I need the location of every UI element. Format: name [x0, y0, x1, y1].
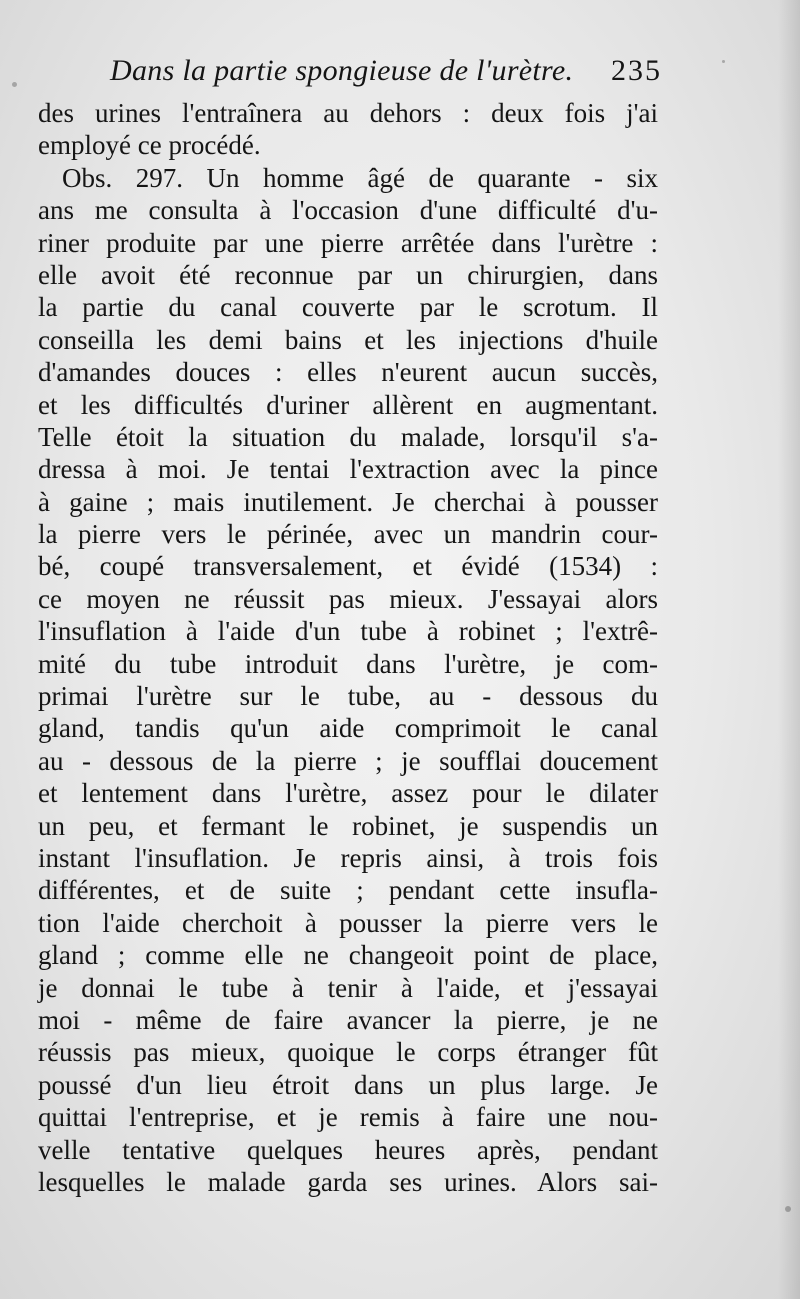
- text-line: je donnai le tube à tenir à l'aide, et j'essayai: [38, 972, 658, 1003]
- text-line: l'insuflation à l'aide d'un tube à robinet ; l'extrê-: [38, 616, 658, 647]
- text-line: employé ce procédé.: [38, 130, 261, 161]
- text-line: moi - même de faire avancer la pierre, je ne: [38, 1004, 658, 1035]
- text-line: elle avoit été reconnue par un chirurgien, dans: [38, 259, 658, 290]
- text-line: lesquelles le malade garda ses urines. Alors sai-: [38, 1166, 658, 1197]
- text-line: ans me consulta à l'occasion d'une difficulté d'u-: [38, 195, 658, 226]
- paper-speck: [785, 1206, 791, 1212]
- text-line: et lentement dans l'urètre, assez pour le dilater: [38, 778, 658, 809]
- page-number: 235: [611, 54, 662, 87]
- text-line: des urines l'entraînera au dehors : deux fois j'ai: [38, 98, 658, 128]
- text-line: réussis pas mieux, quoique le corps étranger fût: [38, 1037, 658, 1068]
- text-line: conseilla les demi bains et les injections d'huile: [38, 324, 658, 355]
- text-line: tion l'aide cherchoit à pousser la pierre vers le: [38, 907, 658, 938]
- text-line: riner produite par une pierre arrêtée dans l'urètre :: [38, 227, 658, 258]
- text-line: bé, coupé transversalement, et évidé (1534) :: [38, 551, 658, 582]
- text-line: instant l'insuflation. Je repris ainsi, à trois fois: [38, 842, 658, 873]
- text-line: différentes, et de suite ; pendant cette insufla-: [38, 875, 658, 906]
- text-line: dressa à moi. Je tentai l'extraction avec la pince: [38, 454, 658, 485]
- text-line: d'amandes douces : elles n'eurent aucun succès,: [38, 357, 658, 388]
- text-line: à gaine ; mais inutilement. Je cherchai à pousser: [38, 486, 658, 517]
- paper-speck: [12, 82, 17, 87]
- text-line: velle tentative quelques heures après, pendant: [38, 1134, 658, 1165]
- text-line: au - dessous de la pierre ; je soufflai doucement: [38, 745, 658, 776]
- text-line: la partie du canal couverte par le scrotum. Il: [38, 292, 658, 323]
- body-text: [38, 97, 658, 1198]
- text-line: poussé d'un lieu étroit dans un plus large. Je: [38, 1069, 658, 1100]
- page-header: [110, 54, 670, 94]
- text-line: quittai l'entreprise, et je remis à faire une nou-: [38, 1102, 658, 1133]
- text-line: Obs. 297. Un homme âgé de quarante - six: [62, 162, 658, 193]
- text-line: mité du tube introduit dans l'urètre, je com-: [38, 648, 658, 679]
- text-line: la pierre vers le périnée, avec un mandrin cour-: [38, 519, 658, 550]
- text-line: Telle étoit la situation du malade, lorsqu'il s'a-: [38, 421, 658, 452]
- text-line: gland ; comme elle ne changeoit point de place,: [38, 940, 658, 971]
- text-line: primai l'urètre sur le tube, au - dessous du: [38, 681, 658, 712]
- text-line: ce moyen ne réussit pas mieux. J'essayai alors: [38, 583, 658, 614]
- text-line: et les difficultés d'uriner allèrent en augmentant.: [38, 389, 658, 420]
- running-title: Dans la partie spongieuse de l'urètre.: [110, 54, 574, 87]
- text-line: gland, tandis qu'un aide comprimoit le canal: [38, 713, 658, 744]
- text-line: un peu, et fermant le robinet, je suspendis un: [38, 810, 658, 841]
- paper-speck: [722, 60, 725, 63]
